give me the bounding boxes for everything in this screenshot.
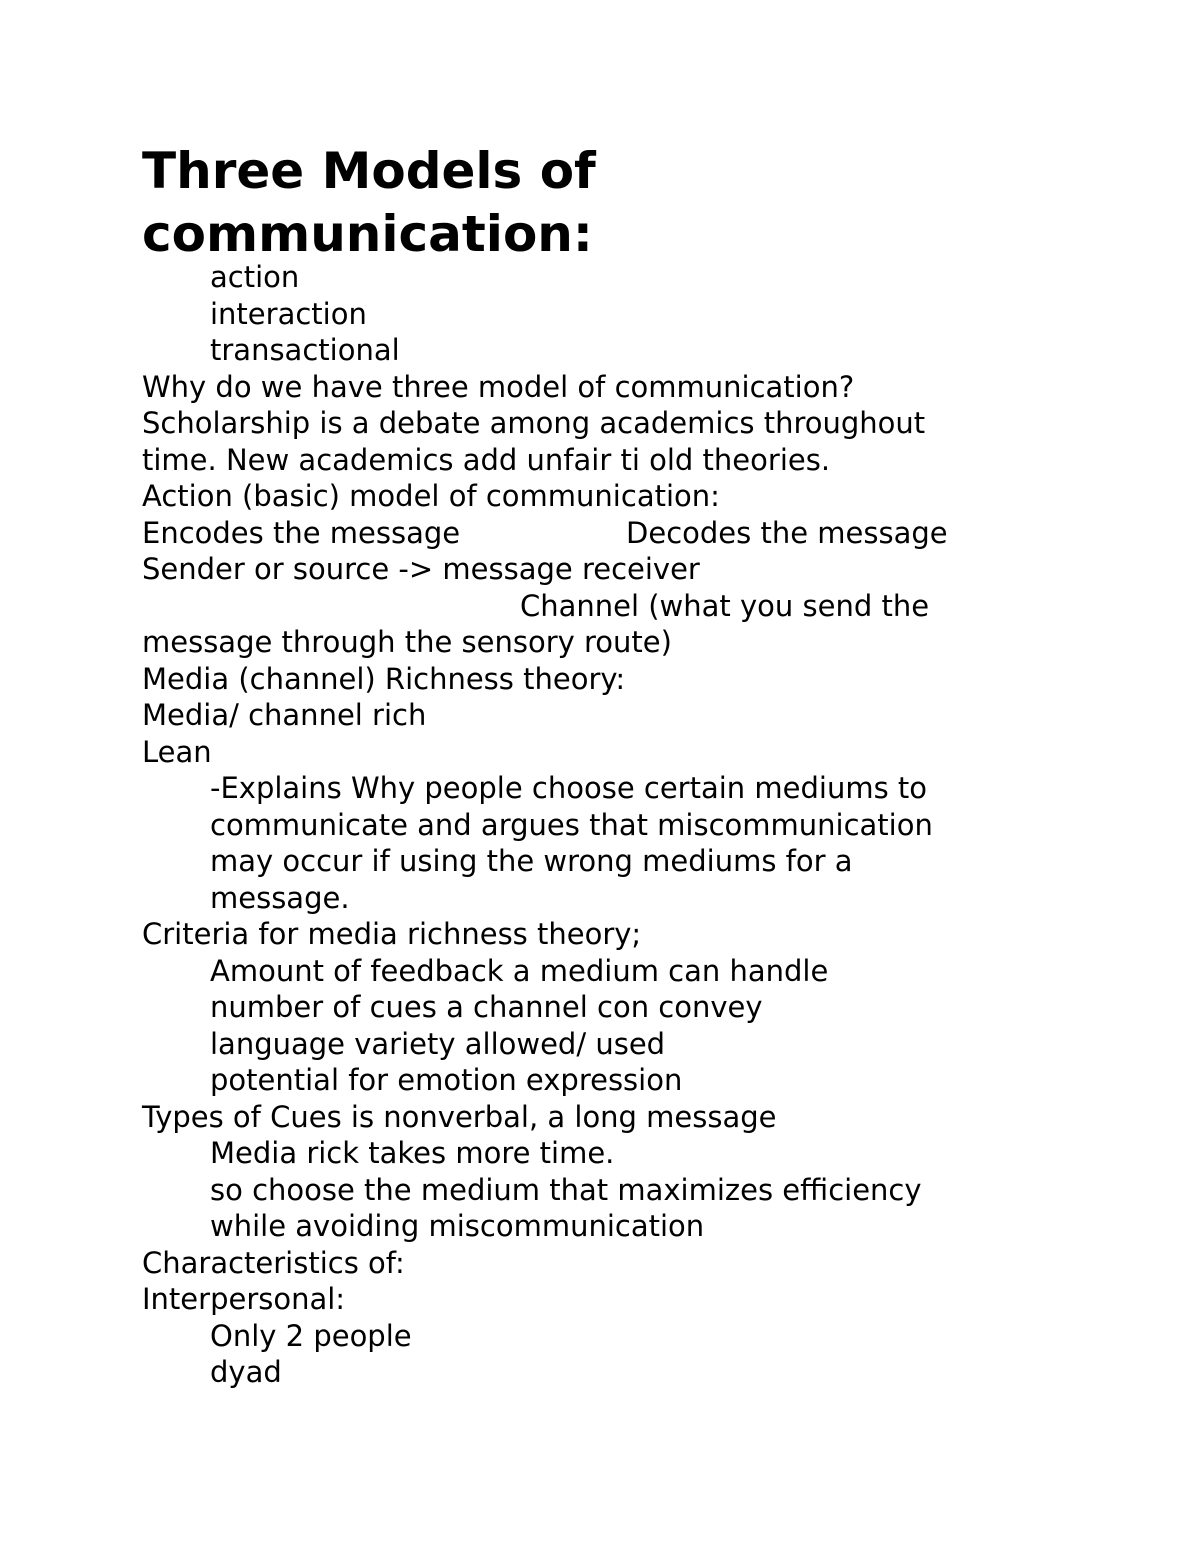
criteria-item: language variety allowed/ used <box>210 1026 666 1061</box>
model-item-action: action <box>210 260 300 294</box>
section-heading-criteria: Criteria for media richness theory; <box>142 917 642 951</box>
criteria-item: Amount of feedback a medium can handle <box>210 953 829 988</box>
sender-receiver-line: Sender or source -> message receiver <box>142 552 700 586</box>
section-heading-characteristics: Characteristics of: <box>142 1245 405 1280</box>
interpersonal-item: Only 2 people <box>210 1318 412 1353</box>
cues-item: so choose the medium that maximizes efficiency <box>210 1172 922 1207</box>
paragraph-line: Lean <box>142 734 212 769</box>
title-line-1: Three Models of <box>142 142 596 200</box>
encode-decode-line: Encodes the message Decodes the message <box>142 515 948 550</box>
title-line-2: communication: <box>142 205 593 263</box>
paragraph-line: Media/ channel rich <box>142 698 427 732</box>
criteria-item: potential for emotion expression <box>210 1063 683 1097</box>
paragraph-line: time. New academics add unfair ti old theories. <box>142 442 831 477</box>
cues-item: while avoiding miscommunication <box>210 1209 705 1243</box>
channel-line: Channel (what you send the <box>142 588 930 623</box>
section-heading-media-richness: Media (channel) Richness theory: <box>142 661 626 696</box>
explanation-line: message. <box>210 880 350 915</box>
document-title <box>142 140 596 266</box>
explanation-line: -Explains Why people choose certain mediums to <box>210 771 928 805</box>
document-body <box>142 259 1182 1391</box>
explanation-line: communicate and argues that miscommunication <box>210 807 933 842</box>
interpersonal-item: dyad <box>210 1355 282 1389</box>
model-item-transactional: transactional <box>210 333 400 367</box>
model-item-interaction: interaction <box>210 296 367 331</box>
question-line: Why do we have three model of communication? <box>142 369 855 404</box>
channel-line-continued: message through the sensory route) <box>142 625 672 659</box>
paragraph-line: Scholarship is a debate among academics throughout <box>142 406 926 440</box>
explanation-line: may occur if using the wrong mediums for a <box>210 844 853 878</box>
section-heading-action-model: Action (basic) model of communication: <box>142 479 720 513</box>
criteria-item: number of cues a channel con convey <box>210 990 763 1024</box>
cues-item: Media rick takes more time. <box>210 1136 615 1170</box>
section-heading-cues: Types of Cues is nonverbal, a long message <box>142 1099 777 1134</box>
section-heading-interpersonal: Interpersonal: <box>142 1282 346 1316</box>
